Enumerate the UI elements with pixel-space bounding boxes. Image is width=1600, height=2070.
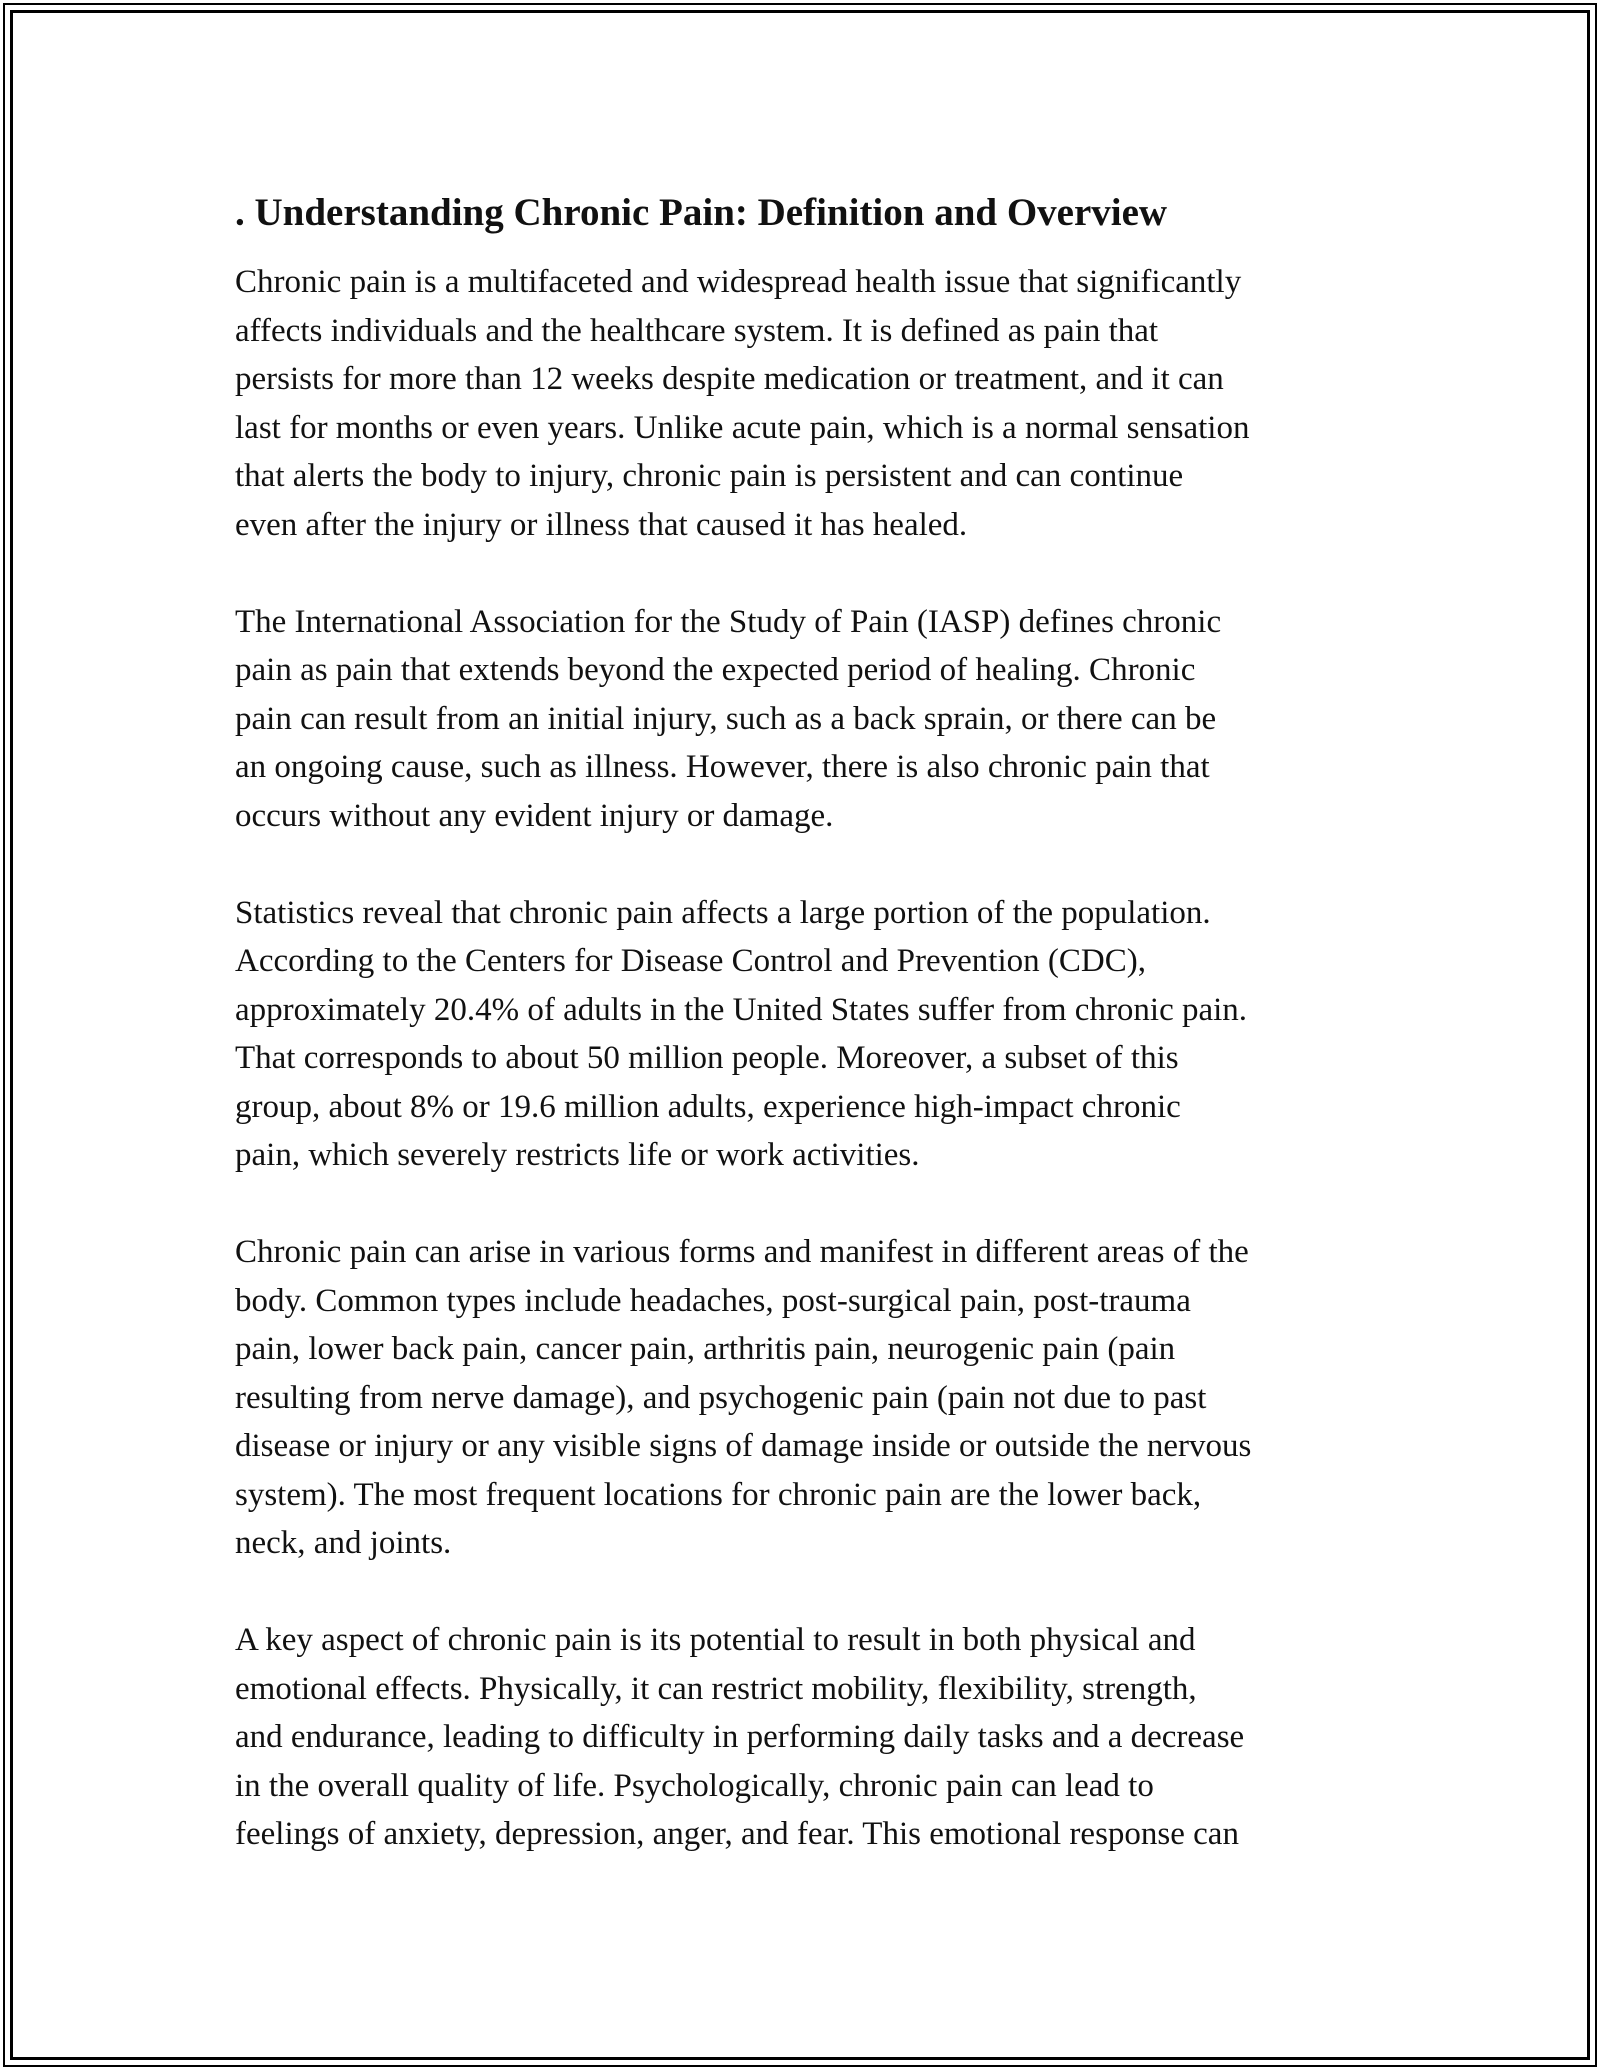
text-line: neck, and joints. — [235, 1525, 452, 1561]
document-title: . Understanding Chronic Pain: Definition and Overview — [235, 191, 1168, 234]
text-line: group, about 8% or 19.6 million adults, experience high-impact chronic — [235, 1088, 1181, 1125]
text-line: pain, lower back pain, cancer pain, arthritis pain, neurogenic pain (pain — [235, 1331, 1176, 1367]
text-line: last for months or even years. Unlike acute pain, which is a normal sensation — [235, 409, 1250, 446]
text-line: emotional effects. Physically, it can restrict mobility, flexibility, strength, — [235, 1670, 1197, 1707]
text-line: disease or injury or any visible signs of damage inside or outside the nervous — [235, 1428, 1252, 1464]
text-line: According to the Centers for Disease Control and Prevention (CDC), — [235, 943, 1146, 979]
paragraph-iasp — [235, 598, 1375, 841]
text-line: The International Association for the Study of Pain (IASP) defines chronic — [235, 603, 1222, 640]
document-body — [235, 182, 1375, 1907]
text-line: pain can result from an initial injury, such as a back sprain, or there can be — [235, 700, 1217, 737]
text-line: pain as pain that extends beyond the expected period of healing. Chronic — [235, 652, 1196, 688]
paragraph-definition — [235, 258, 1375, 549]
text-line: A key aspect of chronic pain is its potential to result in both physical and — [235, 1622, 1196, 1658]
paragraph-statistics — [235, 889, 1375, 1180]
text-line: affects individuals and the healthcare system. It is defined as pain that — [235, 312, 1159, 349]
text-line: Chronic pain can arise in various forms and manifest in different areas of the — [235, 1234, 1249, 1270]
text-line: pain, which severely restricts life or work activities. — [235, 1137, 920, 1173]
text-line: resulting from nerve damage), and psychogenic pain (pain not due to past — [235, 1379, 1207, 1416]
text-line: an ongoing cause, such as illness. However, there is also chronic pain that — [235, 749, 1210, 785]
text-line: body. Common types include headaches, post-surgical pain, post-trauma — [235, 1282, 1191, 1319]
text-line: in the overall quality of life. Psychologically, chronic pain can lead to — [235, 1767, 1154, 1804]
text-line: Chronic pain is a multifaceted and widespread health issue that significantly — [235, 264, 1242, 300]
text-line: even after the injury or illness that caused it has healed. — [235, 506, 968, 543]
text-line: that alerts the body to injury, chronic pain is persistent and can continue — [235, 458, 1184, 494]
text-line: system). The most frequent locations for chronic pain are the lower back, — [235, 1476, 1202, 1513]
text-line: feelings of anxiety, depression, anger, and fear. This emotional response can — [235, 1816, 1239, 1852]
text-line: occurs without any evident injury or damage. — [235, 797, 834, 834]
text-line: Statistics reveal that chronic pain affects a large portion of the population. — [235, 894, 1211, 931]
text-line: That corresponds to about 50 million people. Moreover, a subset of this — [235, 1040, 1179, 1076]
paragraph-types — [235, 1228, 1375, 1568]
text-line: persists for more than 12 weeks despite medication or treatment, and it can — [235, 361, 1224, 397]
text-line: approximately 20.4% of adults in the United States suffer from chronic pain. — [235, 991, 1248, 1028]
text-line: and endurance, leading to difficulty in performing daily tasks and a decrease — [235, 1719, 1245, 1755]
paragraph-effects — [235, 1616, 1375, 1859]
